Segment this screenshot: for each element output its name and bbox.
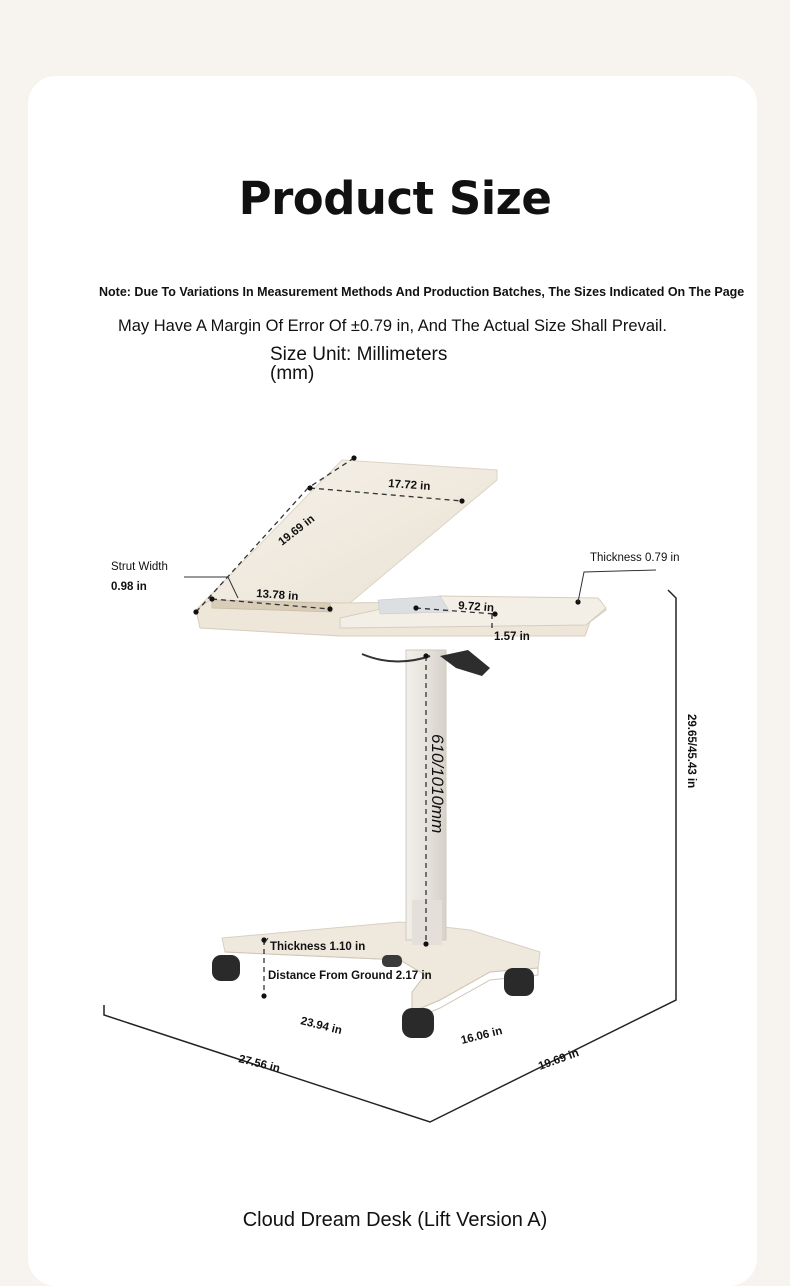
overall-width-label: 19.69 in — [536, 1047, 581, 1073]
total-height-label: 29.65/45.43 in — [685, 714, 697, 789]
column-height-label: 610/1010mm — [428, 734, 447, 834]
strut-width-label: Strut Width — [111, 561, 168, 573]
strut-width-value: 0.98 in — [111, 581, 147, 593]
side-width-label: 9.72 in — [457, 600, 495, 615]
note-line-1: Note: Due To Variations In Measurement Methods And Production Batches, The Sizes Indicated On The Page — [99, 285, 745, 299]
page-title: Product Size — [238, 172, 552, 225]
size-unit-line-1: Size Unit: Millimeters — [270, 344, 448, 365]
ledge-width-label: 13.78 in — [255, 588, 299, 603]
top-thickness-label: Thickness 0.79 in — [590, 552, 680, 564]
top-depth-label: 19.69 in — [276, 512, 318, 549]
base-width-label: 16.06 in — [459, 1025, 504, 1047]
thickness-leader-line — [578, 570, 656, 602]
base-thickness-label: Thickness 1.10 in — [270, 941, 366, 953]
side-height-label: 1.57 in — [494, 631, 530, 643]
size-unit-line-2: (mm) — [270, 363, 315, 384]
ground-distance-label: Distance From Ground 2.17 in — [268, 970, 432, 982]
product-caption: Cloud Dream Desk (Lift Version A) — [242, 1209, 548, 1231]
footprint-outline — [104, 590, 676, 1122]
base-length-label: 23.94 in — [299, 1015, 344, 1038]
top-width-label: 17.72 in — [387, 478, 431, 493]
overall-length-label: 27.56 in — [237, 1053, 282, 1076]
note-line-2: May Have A Margin Of Error Of ±0.79 in, And The Actual Size Shall Prevail. — [118, 317, 667, 335]
